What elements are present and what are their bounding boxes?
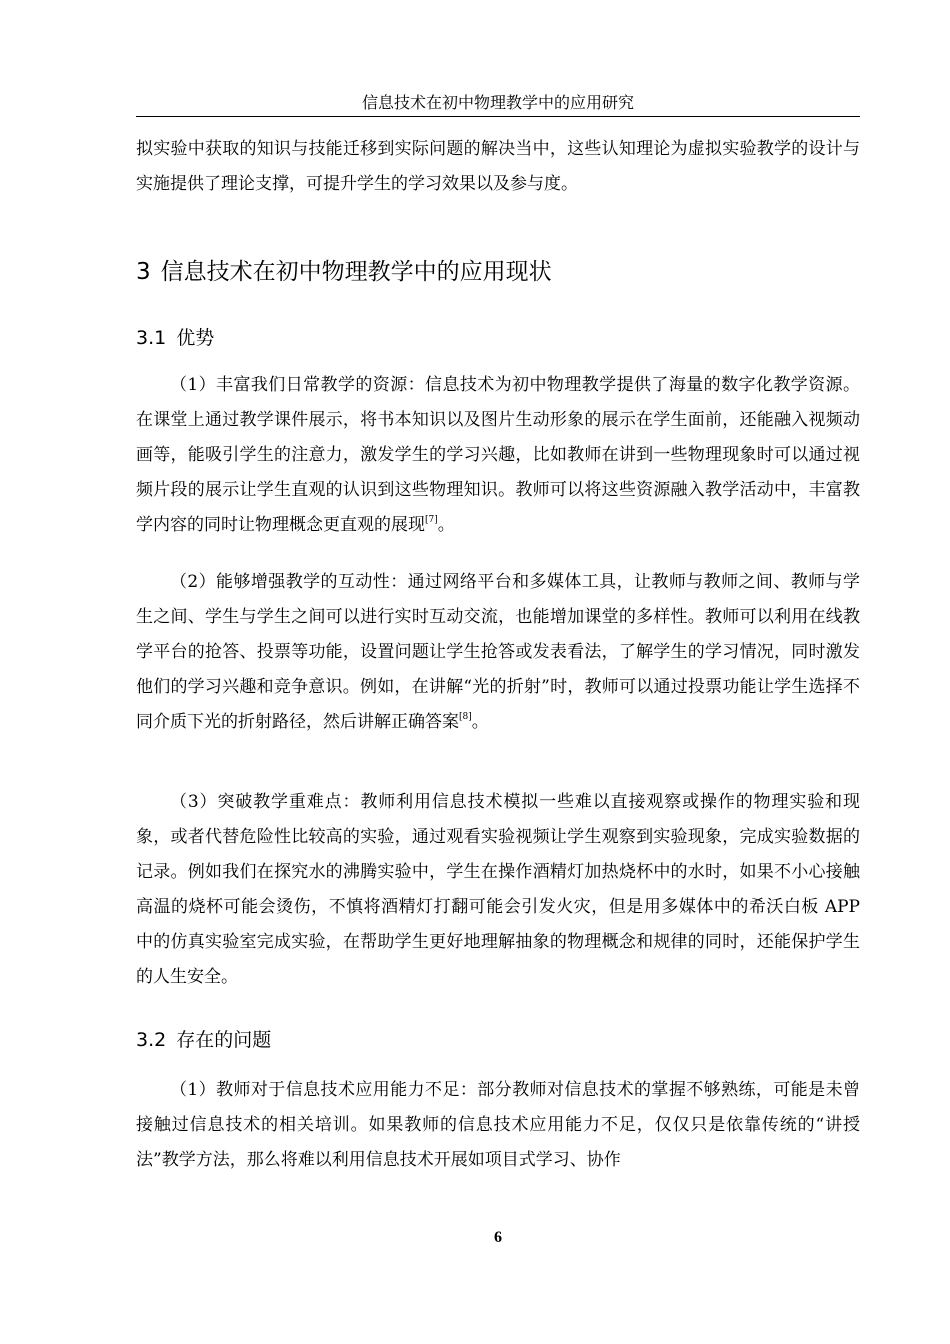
section-3-2-title: 存在的问题	[176, 1029, 272, 1051]
paragraph-tail: 。	[471, 712, 489, 732]
citation: [8]	[459, 712, 472, 722]
section-3-2-number: 3.2	[136, 1029, 167, 1051]
citation: [7]	[425, 515, 438, 525]
paragraph-text: （1）教师对于信息技术应用能力不足：部分教师对信息技术的掌握不够熟练，可能是未曾接触过信息技术的相关培训。如果教师的信息技术应用能力不足，仅仅只是依靠传统的“讲授法”教学方法，那么将难以利用信息技术开展如项目式学习、协作	[136, 1080, 860, 1170]
paragraph-advantage-1	[136, 368, 860, 543]
paragraph-text: （1）丰富我们日常教学的资源：信息技术为初中物理教学提供了海量的数字化教学资源。在课堂上通过教学课件展示，将书本知识以及图片生动形象的展示在学生面前，还能融入视频动画等，能吸引学生的注意力，激发学生的学习兴趣，比如教师在讲到一些物理现象时可以通过视频片段的展示让学生直观的认识到这些物理知识。教师可以将这些资源融入教学活动中，丰富教学内容的同时让物理概念更直观的展现	[136, 375, 860, 535]
section-3-1-number: 3.1	[136, 327, 167, 349]
continuation-paragraph: 拟实验中获取的知识与技能迁移到实际问题的解决当中，这些认知理论为虚拟实验教学的设计与实施提供了理论支撑，可提升学生的学习效果以及参与度。	[136, 139, 860, 194]
paragraph-text: （3）突破教学重难点：教师利用信息技术模拟一些难以直接观察或操作的物理实验和现象，或者代替危险性比较高的实验，通过观看实验视频让学生观察到实验现象，完成实验数据的记录。例如我们在探究水的沸腾实验中，学生在操作酒精灯加热烧杯中的水时，如果不小心接触高温的烧杯可能会烫伤，不慎将酒精灯打翻可能会引发火灾，但是用多媒体中的希沃白板 APP 中的仿真实验室完成实验，在帮助学生更好地理解抽象的物理概念和规律的同时，还能保护学生的人生安全。	[136, 792, 860, 987]
page-number: 6	[494, 1229, 502, 1246]
running-header: 信息技术在初中物理教学中的应用研究	[361, 93, 634, 112]
section-3-number: 3	[136, 259, 151, 285]
paragraph-problem-1	[136, 1073, 860, 1178]
paragraph-advantage-3	[136, 785, 860, 995]
paragraph-advantage-2	[136, 565, 860, 740]
section-3-1-title: 优势	[176, 327, 215, 349]
section-3-title: 信息技术在初中物理教学中的应用现状	[160, 259, 552, 285]
paragraph-tail: 。	[437, 515, 455, 535]
header-divider	[136, 116, 860, 117]
section-3-heading	[136, 257, 552, 287]
section-3-2-heading	[136, 1027, 271, 1053]
section-3-1-heading	[136, 325, 214, 351]
paragraph-text: （2）能够增强教学的互动性：通过网络平台和多媒体工具，让教师与教师之间、教师与学生之间、学生与学生之间可以进行实时互动交流，也能增加课堂的多样性。教师可以利用在线教学平台的抢答、投票等功能，设置问题让学生抢答或发表看法，了解学生的学习情况，同时激发他们的学习兴趣和竞争意识。例如，在讲解“光的折射”时，教师可以通过投票功能让学生选择不同介质下光的折射路径，然后讲解正确答案	[136, 572, 860, 732]
